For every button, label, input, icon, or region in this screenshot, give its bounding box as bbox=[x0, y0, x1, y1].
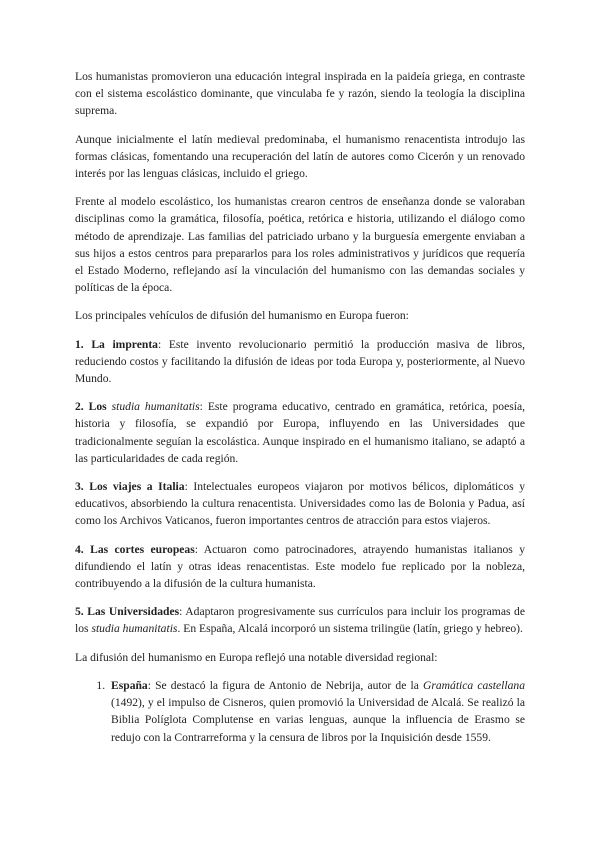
paragraph-vehiculos-intro: Los principales vehículos de difusión del humanismo en Europa fueron: bbox=[75, 309, 409, 323]
vehicle-text: : Intelectuales europeos viajaron por motivos bélicos, diplomáticos y educativos, absorbiendo la cultura renacentista. Universidades como las de Bolonia y Padua, así como los Archivos Vaticanos, fueron importantes centros de atracción para estos viajeros. bbox=[75, 480, 525, 528]
vehicle-heading-text: 2. Los bbox=[75, 400, 112, 414]
paragraph-latin: Aunque inicialmente el latín medieval predominaba, el humanismo renacentista introdujo las formas clásicas, fomentando una recuperación del latín de autores como Cicerón y un renovado interés por las lenguas clásicas, incluido el griego. bbox=[75, 132, 525, 181]
paragraph-diversidad: La difusión del humanismo en Europa reflejó una notable diversidad regional: bbox=[75, 650, 438, 664]
list-item bbox=[108, 677, 525, 746]
vehicle-heading: 1. La imprenta bbox=[75, 337, 158, 351]
vehicle-cortes bbox=[75, 541, 525, 593]
vehicle-viajes bbox=[75, 478, 525, 530]
vehicle-text: : Este programa educativo, centrado en gramática, retórica, poesía, historia y filosofía, se expandió por Europa, influyendo en las Universidades que tradicionalmente seguían la escolástica. Aunque inspirado en el humanismo italiano, se adaptó a las particularidades de cada región. bbox=[75, 400, 526, 465]
region-text-after: (1492), y el impulso de Cisneros, quien promovió la Universidad de Alcalá. Se realizó la Biblia Políglota Complutense en varias lenguas, aunque la influencia de Erasmo se redujo con la Contrarreforma y la censura de libros por la Inquisición desde 1559. bbox=[111, 696, 525, 744]
vehicle-imprenta bbox=[75, 336, 525, 388]
vehicle-text-after: . En España, Alcalá incorporó un sistema trilingüe (latín, griego y hebreo). bbox=[177, 622, 523, 636]
vehicle-heading: 5. Las Universidades bbox=[75, 605, 180, 619]
region-italic: Gramática castellana bbox=[422, 678, 526, 692]
regions-list bbox=[75, 677, 525, 746]
vehicle-heading-italic: studia humanitatis bbox=[111, 400, 200, 414]
region-name: España bbox=[111, 678, 148, 692]
vehicle-italic: studia humanitatis bbox=[91, 622, 178, 636]
vehicle-heading bbox=[75, 400, 200, 413]
vehicle-studia bbox=[75, 398, 525, 467]
vehicle-universidades bbox=[75, 603, 525, 637]
vehicle-text: : Adaptaron progresivamente sus currículos para incluir los programas de los bbox=[75, 605, 526, 636]
vehicle-text: : Actuaron como patrocinadores, atrayendo humanistas italianos y difundiendo el latín y otras ideas renacentistas. Este modelo fue replicado por la nobleza, contribuyendo a la difusión de la cultura humanista. bbox=[75, 542, 525, 591]
vehicle-text: : Este invento revolucionario permitió la producción masiva de libros, reduciendo costos y facilitando la difusión de ideas por toda Europa y, posteriormente, al Nuevo Mundo. bbox=[75, 337, 525, 386]
vehicle-heading: 3. Los viajes a Italia bbox=[75, 480, 185, 494]
paragraph-centros: Frente al modelo escolástico, los humanistas crearon centros de enseñanza donde se valoraban disciplinas como la gramática, filosofía, poética, retórica e historia, utilizando el diálogo como método de aprendizaje. Las familias del patriciado urbano y la burguesía emergente enviaban a sus hijos a estos centros para prepararlos para los roles administrativos y jurídicos que requería el Estado Moderno, reflejando así la vinculación del humanismo con las demandas sociales y políticas de la época. bbox=[75, 195, 525, 295]
region-text: : Se destacó la figura de Antonio de Nebrija, autor de la bbox=[147, 678, 423, 692]
vehicle-heading: 4. Las cortes europeas bbox=[75, 542, 195, 556]
paragraph-paideia: Los humanistas promovieron una educación integral inspirada en la paideía griega, en contraste con el sistema escolástico dominante, que vinculaba fe y razón, siendo la teología la disciplina suprema. bbox=[75, 70, 525, 118]
